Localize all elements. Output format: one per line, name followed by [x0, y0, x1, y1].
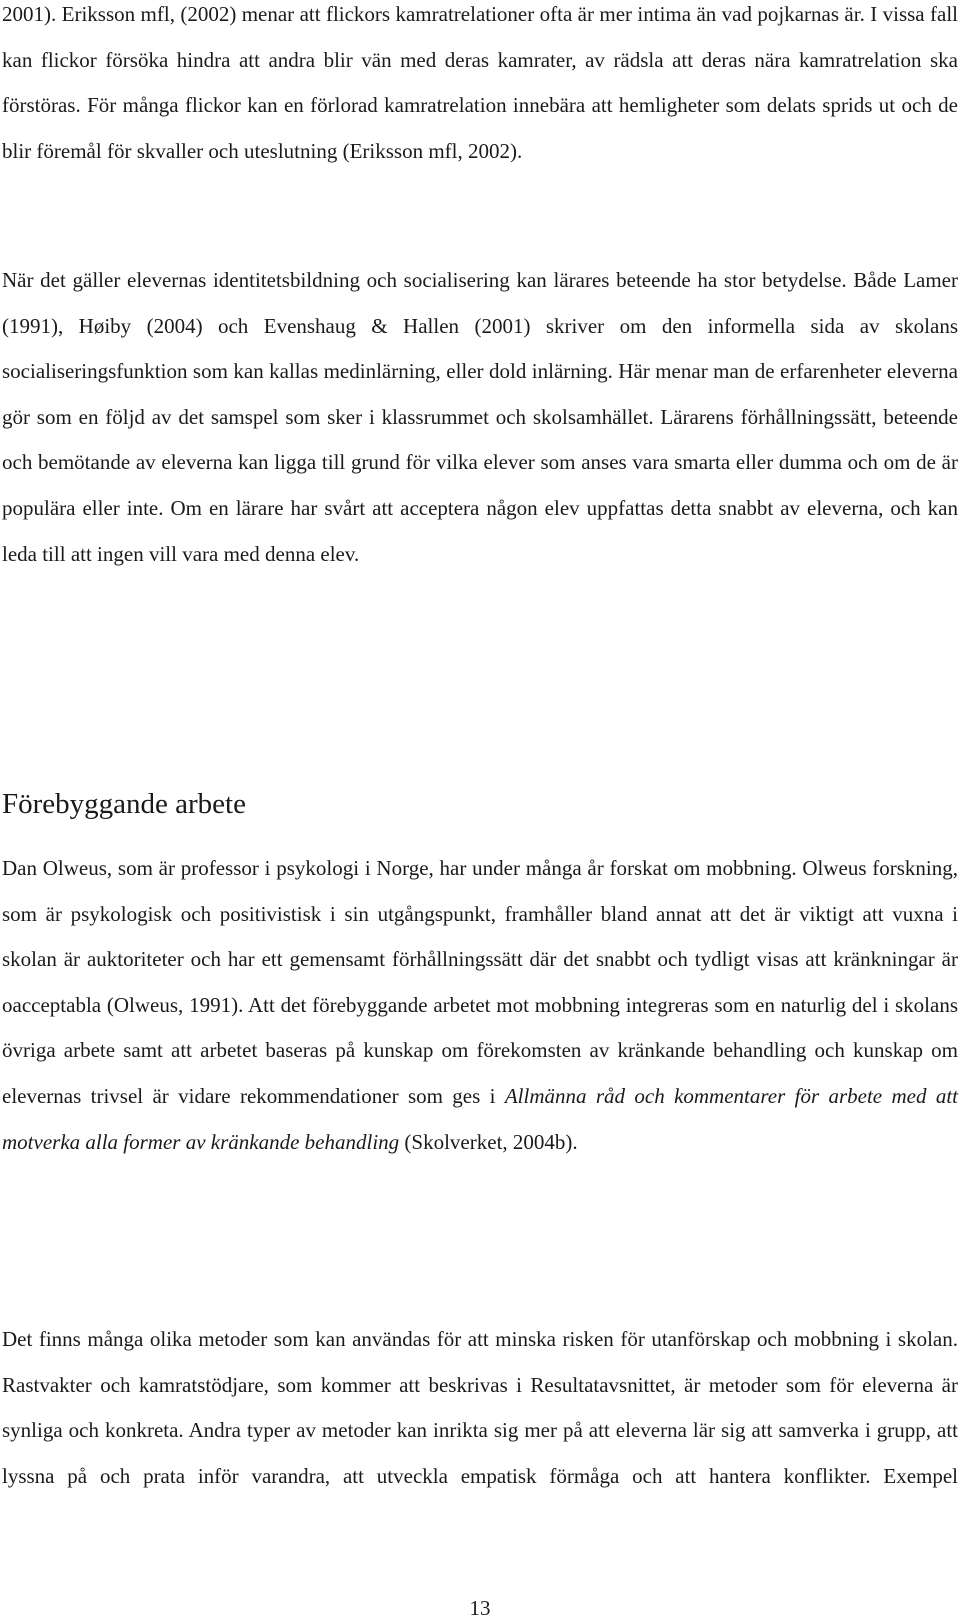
paragraph-text: Dan Olweus, som är professor i psykologi i Norge, har under många år forskat om mobbning. Olweus forskning, som är psykologisk och positivistisk i sin utgångspunkt, framhåller bland annat att det är viktigt att vuxna i skolan är auktoriteter och har ett gemensamt förhållningssätt där det snabbt och tydligt visas att kränkningar är oacceptabla (Olweus, 1991). Att det förebyggande arbetet mot mobbning integreras som en naturlig del i skolans övriga arbete samt att arbetet baseras på kunskap om förekomsten av kränkande behandling och kunskap om elevernas trivsel är vidare rekommendationer som ges i	[2, 856, 958, 1108]
paragraph-text: (Skolverket, 2004b).	[399, 1129, 578, 1154]
italic-title: Allmänna råd och kommentarer för arbete med att motverka alla former av kränkande behandling	[2, 1083, 958, 1154]
body-paragraph: När det gäller elevernas identitetsbildning och socialisering kan lärares beteende ha stor betydelse. Både Lamer (1991), Høiby (2004) och Evenshaug & Hallen (2001) skriver om den informella sida av skolans socialiseringsfunktion som kan kallas medinlärning, eller dold inlärning. Här menar man de erfarenheter eleverna gör som en följd av det samspel som sker i klassrummet och skolsamhället. Lärarens förhållningssätt, beteende och bemötande av eleverna kan ligga till grund för vilka elever som anses vara smarta eller dumma och om de är populära eller inte. Om en lärare har svårt att acceptera någon elev uppfattas detta snabbt av eleverna, och kan leda till att ingen vill vara med denna elev.	[2, 268, 958, 566]
body-paragraph	[2, 846, 958, 1165]
body-paragraph: 2001). Eriksson mfl, (2002) menar att flickors kamratrelationer ofta är mer intima än vad pojkarnas är. I vissa fall kan flickor försöka hindra att andra blir vän med deras kamrater, av rädsla att deras nära kamratrelation ska förstöras. För många flickor kan en förlorad kamratrelation innebära att hemligheter som delats sprids ut och de blir föremål för skvaller och uteslutning (Eriksson mfl, 2002).	[2, 2, 958, 163]
body-paragraph: Det finns många olika metoder som kan användas för att minska risken för utanförskap och mobbning i skolan. Rastvakter och kamratstödjare, som kommer att beskrivas i Resultatavsnittet, är metoder som för eleverna är synliga och konkreta. Andra typer av metoder kan inrikta sig mer på att eleverna lär sig att samverka i grupp, att lyssna på och prata inför varandra, att utveckla empatisk förmåga och att hantera konflikter. Exempel	[2, 1327, 958, 1488]
section-heading: Förebyggande arbete	[2, 788, 246, 820]
page-number: 13	[469, 1596, 491, 1620]
